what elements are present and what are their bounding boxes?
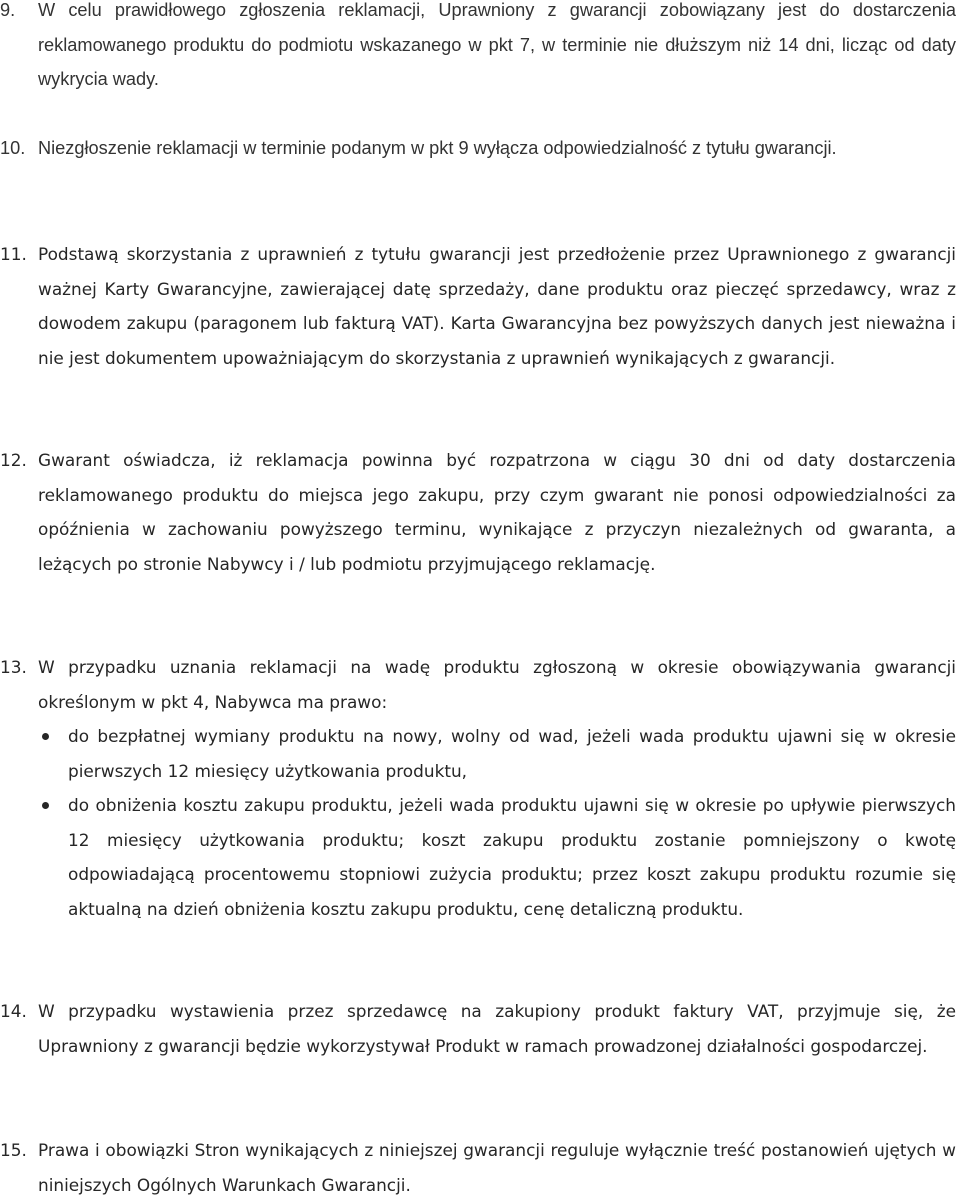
clause-10	[0, 131, 960, 166]
bullet-icon	[42, 733, 49, 740]
clause-text: Gwarant oświadcza, iż reklamacja powinna być rozpatrzona w ciągu 30 dni od daty dostarczenia reklamowanego produktu do miejsca jego zakupu, przy czym gwarant nie ponosi odpowiedzialności za opóźnienia w zachowaniu powyższego terminu, wynikające z przyczyn niezależnych od gwaranta, a leżących po stronie Nabywcy i / lub podmiotu przyjmującego reklamację.	[38, 450, 956, 574]
clause-number: 11.	[0, 244, 27, 264]
clause-text: Podstawą skorzystania z uprawnień z tytułu gwarancji jest przedłożenie przez Uprawnionego z gwarancji ważnej Karty Gwarancyjne, zawierającej datę sprzedaży, dane produktu oraz pieczęć sprzedawcy, wraz z dowodem zakupu (paragonem lub fakturą VAT). Karta Gwarancyjna bez powyższych danych jest nieważna i nie jest dokumentem upoważniającym do skorzystania z uprawnień wynikających z gwarancji.	[38, 244, 956, 368]
bullet-icon	[42, 802, 49, 809]
clause-15	[0, 1133, 960, 1202]
clause-number: 13.	[0, 657, 27, 677]
clause-text: Niezgłoszenie reklamacji w terminie podanym w pkt 9 wyłącza odpowiedzialność z tytułu gwarancji.	[38, 138, 837, 158]
clause-number: 14.	[0, 1001, 27, 1021]
clause-text: W celu prawidłowego zgłoszenia reklamacji, Uprawniony z gwarancji zobowiązany jest do dostarczenia reklamowanego produktu do podmiotu wskazanego w pkt 7, w terminie nie dłuższym niż 14 dni, licząc od daty wykrycia wady.	[38, 0, 956, 89]
list-item-text: do bezpłatnej wymiany produktu na nowy, wolny od wad, jeżeli wada produktu ujawni się w okresie pierwszych 12 miesięcy użytkowania produktu,	[68, 726, 956, 781]
clause-11	[0, 237, 960, 375]
clause-text: W przypadku uznania reklamacji na wadę produktu zgłoszoną w okresie obowiązywania gwarancji określonym w pkt 4, Nabywca ma prawo:	[38, 657, 956, 712]
clause-number: 15.	[0, 1140, 27, 1160]
clause-12	[0, 443, 960, 581]
clause-number: 12.	[0, 450, 27, 470]
clause-text: W przypadku wystawienia przez sprzedawcę na zakupiony produkt faktury VAT, przyjmuje się, że Uprawniony z gwarancji będzie wykorzystywał Produkt w ramach prowadzonej działalności gospodarczej.	[38, 1001, 956, 1056]
list-item	[38, 788, 956, 926]
clause-number: 9.	[0, 0, 16, 20]
list-item	[38, 719, 956, 788]
rights-list	[38, 719, 956, 926]
clause-13	[0, 650, 960, 926]
list-item-text: do obniżenia kosztu zakupu produktu, jeżeli wada produktu ujawni się w okresie po upływie pierwszych 12 miesięcy użytkowania produktu; koszt zakupu produktu zostanie pomniejszony o kwotę odpowiadającą procentowemu stopniowi zużycia produktu; przez koszt zakupu produktu rozumie się aktualną na dzień obniżenia kosztu zakupu produktu, cenę detaliczną produktu.	[68, 795, 956, 919]
clause-text: Prawa i obowiązki Stron wynikających z niniejszej gwarancji reguluje wyłącznie treść postanowień ujętych w niniejszych Ogólnych Warunkach Gwarancji.	[38, 1140, 956, 1195]
clause-number: 10.	[0, 138, 26, 158]
clause-14	[0, 994, 960, 1063]
clause-9	[0, 0, 960, 97]
